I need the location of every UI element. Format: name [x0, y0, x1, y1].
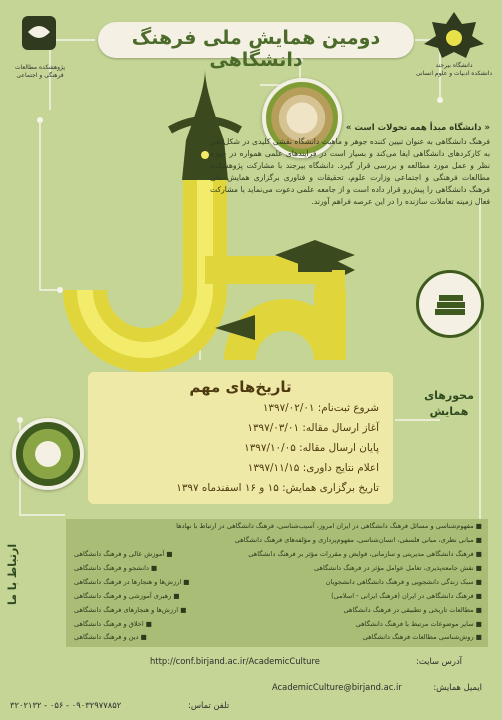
- pen-illustration: [40, 60, 420, 390]
- logo-left-caption-1: پژوهشکده مطالعات: [14, 64, 66, 71]
- email-link[interactable]: AcademicCulture@birjand.ac.ir: [272, 682, 402, 692]
- intro-heading: « دانشگاه مبدأ همه تحولات است »: [345, 123, 490, 133]
- topic-item: ■ دین و فرهنگ دانشگاهی: [74, 633, 147, 641]
- topic-item: ■ سبک زندگی دانشجویی و فرهنگ دانشگاهی دانشجویان: [325, 578, 482, 586]
- conference-title: دومین همایش ملی فرهنگ دانشگاهی: [131, 27, 381, 71]
- ornament-circle-left: [12, 418, 84, 490]
- logo-left-caption-2: فرهنگی و اجتماعی: [16, 72, 64, 79]
- date-item: اعلام نتایج داوری: ۱۳۹۷/۱۱/۱۵: [247, 462, 379, 474]
- date-item: پایان ارسال مقاله: ۱۳۹۷/۱۰/۰۵: [244, 442, 379, 454]
- important-dates-box: [88, 372, 393, 504]
- topic-item: ■ فرهنگ دانشگاهی در ایران (فرهنگ ایرانی - اسلامی): [331, 592, 482, 600]
- footer: [0, 650, 502, 720]
- topic-item: ■ آموزش عالی و فرهنگ دانشگاهی: [74, 550, 173, 558]
- books-badge: [416, 270, 484, 338]
- site-label: آدرس سایت:: [416, 656, 462, 666]
- topic-item: ■ دانشجو و فرهنگ دانشگاهی: [74, 564, 158, 572]
- logo-right: [414, 8, 494, 78]
- logo-right-caption-1: دانشگاه بیرجند: [435, 62, 473, 69]
- topic-item: ■ رهبری آموزشی و فرهنگ دانشگاهی: [74, 592, 180, 600]
- books-icon: [419, 273, 481, 335]
- intro-body: فرهنگ دانشگاهی به عنوان تبیین کننده جوهر و ماهیت دانشگاه نقشی کلیدی در شکل‌دهی به کارکردهای دانشگاهی ایفا می‌کند و بسیار است در فرایندهای علمی همواره در حوزه نظر و عمل مورد مطالعه و بررسی قرار گیرد. دانشگاه بیرجند با مشارکت پژوهشکده مطالعات فرهنگی و اجتماعی وزارت علوم، تحقیقات و فناوری برگزاری همایش ملی فرهنگ دانشگاهی را پیش‌رو قرار داده است و از جامعه علمی دعوت می‌نماید با مشارکت فعال زمینه تعاملات سازنده را در این عرصه فراهم آورند.: [210, 137, 490, 206]
- topic-item: ■ روش‌شناسی مطالعات فرهنگ دانشگاهی: [362, 633, 482, 641]
- topic-item: ■ فرهنگ دانشگاهی مدیریتی و سازمانی، فوایض و مقررات مؤثر بر فرهنگ دانشگاهی: [248, 550, 482, 558]
- title-banner: [98, 22, 414, 71]
- contact-us-label: ارتباط با ما: [6, 543, 19, 605]
- topic-item: ■ ارزش‌ها و هنجارها در فرهنگ دانشگاهی: [74, 578, 190, 586]
- dates-title: تاریخ‌های مهم: [189, 378, 292, 396]
- topics-panel: [66, 519, 488, 647]
- institute-emblem-icon: [10, 10, 70, 60]
- date-item: آغاز ارسال مقاله: ۱۳۹۷/۰۳/۰۱: [247, 422, 379, 434]
- university-emblem-icon: [414, 8, 494, 58]
- site-link[interactable]: http://conf.birjand.ac.ir/AcademicCulture: [150, 656, 320, 666]
- topic-item: ■ مفهوم‌شناسی و مسائل فرهنگ دانشگاهی در ایران امروز، آسیب‌شناسی، فرهنگ دانشگاهی در ارتباط با نهادها: [176, 522, 482, 530]
- logo-left: [10, 10, 70, 80]
- date-item: شروع ثبت‌نام: ۱۳۹۷/۰۲/۰۱: [262, 402, 379, 414]
- email-label: ایمیل همایش:: [433, 682, 482, 692]
- topic-item: ■ ارزش‌ها و هنجارهای فرهنگ دانشگاهی: [74, 606, 187, 614]
- topic-item: ■ مبانی نظری، مبانی فلسفی، انسان‌شناسی، مفهوم‌پردازی و مؤلفه‌های فرهنگ دانشگاهی: [234, 536, 482, 544]
- phone-number[interactable]: ۰۹۰۳۲۹۷۷۸۵۲ - ۰۵۶ - ۳۲۰۲۱۳۲: [10, 700, 122, 710]
- date-item: تاریخ برگزاری همایش: ۱۵ و ۱۶ اسفندماه ۱۳۹۷: [176, 482, 379, 494]
- phone-label: تلفن تماس:: [188, 700, 230, 710]
- topic-item: ■ مطالعات تاریخی و تطبیقی در فرهنگ دانشگاهی: [343, 606, 482, 614]
- intro-block: [210, 122, 490, 208]
- topic-item: ■ اخلاق و فرهنگ دانشگاهی: [74, 620, 153, 628]
- conference-axes-label: محورهای همایش: [424, 389, 474, 418]
- topic-item: ■ سایر موضوعات مرتبط با فرهنگ دانشگاهی: [355, 620, 482, 628]
- topic-item: ■ نقش جامعه‌پذیری، تعامل عوامل مؤثر در فرهنگ دانشگاهی: [313, 564, 482, 572]
- logo-right-caption-2: دانشکده ادبیات و علوم انسانی: [415, 70, 493, 77]
